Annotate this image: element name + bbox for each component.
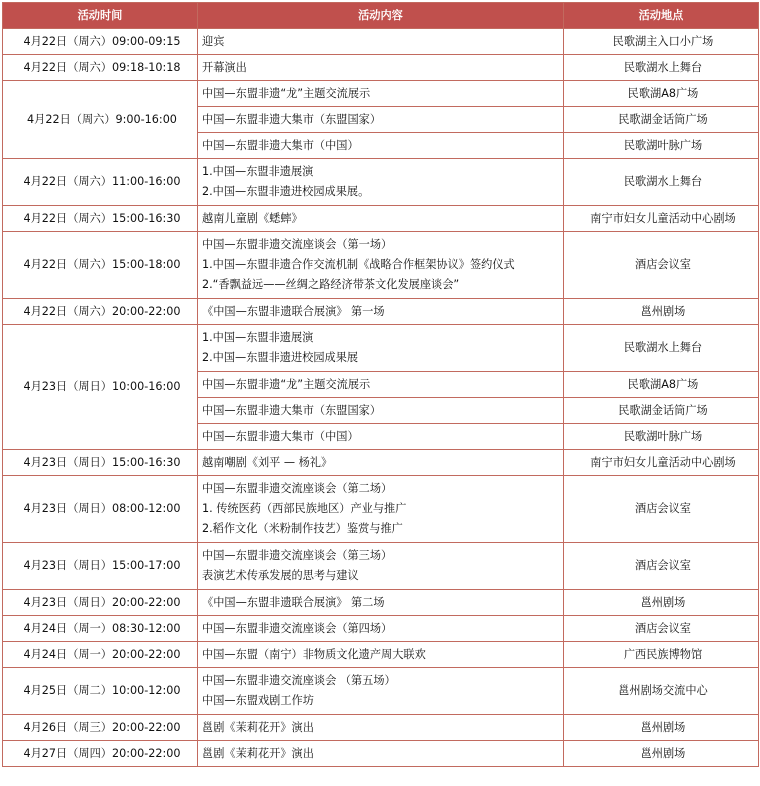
activity-time: 4月23日（周日）08:00-12:00 bbox=[3, 476, 198, 543]
activity-place: 南宁市妇女儿童活动中心剧场 bbox=[564, 450, 759, 476]
activity-time: 4月22日（周六）15:00-18:00 bbox=[3, 232, 198, 299]
table-row bbox=[3, 543, 759, 590]
table-row bbox=[3, 206, 759, 232]
activity-content bbox=[198, 424, 564, 450]
activity-place: 邕州剧场 bbox=[564, 590, 759, 616]
activity-content bbox=[198, 159, 564, 206]
activity-place: 酒店会议室 bbox=[564, 232, 759, 299]
activity-content bbox=[198, 398, 564, 424]
schedule-table bbox=[2, 2, 759, 767]
activity-content-line: 2.中国—东盟非遗进校园成果展 bbox=[202, 351, 359, 364]
activity-content-line: 中国—东盟非遗交流座谈会 （第五场） bbox=[202, 674, 396, 687]
table-row bbox=[3, 590, 759, 616]
activity-content-line: 中国—东盟非遗大集市（中国） bbox=[202, 429, 359, 443]
activity-content-line: 中国—东盟非遗大集市（中国） bbox=[202, 138, 359, 152]
table-row bbox=[3, 476, 759, 543]
table-row bbox=[3, 81, 759, 107]
activity-place: 民歌湖金话筒广场 bbox=[564, 107, 759, 133]
activity-time: 4月22日（周六）11:00-16:00 bbox=[3, 159, 198, 206]
table-header-row bbox=[3, 3, 759, 29]
activity-place: 民歌湖水上舞台 bbox=[564, 55, 759, 81]
activity-content bbox=[198, 206, 564, 232]
activity-content bbox=[198, 668, 564, 715]
activity-content-line: 中国—东盟非遗交流座谈会（第一场） bbox=[202, 238, 393, 251]
activity-content bbox=[198, 232, 564, 299]
activity-time: 4月22日（周六）09:00-09:15 bbox=[3, 29, 198, 55]
activity-content bbox=[198, 372, 564, 398]
activity-place: 邕州剧场 bbox=[564, 715, 759, 741]
table-row bbox=[3, 159, 759, 206]
table-body bbox=[3, 29, 759, 767]
activity-place: 酒店会议室 bbox=[564, 616, 759, 642]
table-row bbox=[3, 232, 759, 299]
activity-content bbox=[198, 325, 564, 372]
activity-content-line: 《中国—东盟非遗联合展演》 第一场 bbox=[202, 304, 385, 318]
table-row bbox=[3, 642, 759, 668]
activity-place: 酒店会议室 bbox=[564, 543, 759, 590]
activity-time: 4月25日（周二）10:00-12:00 bbox=[3, 668, 198, 715]
activity-content bbox=[198, 642, 564, 668]
activity-time: 4月27日（周四）20:00-22:00 bbox=[3, 741, 198, 767]
header-place: 活动地点 bbox=[564, 3, 759, 29]
activity-time: 4月23日（周日）15:00-16:30 bbox=[3, 450, 198, 476]
table-row bbox=[3, 325, 759, 372]
activity-time: 4月22日（周六）15:00-16:30 bbox=[3, 206, 198, 232]
header-content: 活动内容 bbox=[198, 3, 564, 29]
activity-place: 民歌湖叶脉广场 bbox=[564, 133, 759, 159]
activity-content-line: 2.稻作文化（米粉制作技艺）鉴赏与推广 bbox=[202, 522, 403, 535]
activity-content-line: 中国—东盟非遗大集市（东盟国家） bbox=[202, 403, 382, 417]
activity-time: 4月26日（周三）20:00-22:00 bbox=[3, 715, 198, 741]
activity-content bbox=[198, 590, 564, 616]
activity-place: 邕州剧场 bbox=[564, 299, 759, 325]
activity-place: 酒店会议室 bbox=[564, 476, 759, 543]
activity-content-line: 2.“香飘益远——丝绸之路经济带茶文化发展座谈会” bbox=[202, 278, 460, 291]
table-row bbox=[3, 741, 759, 767]
activity-content bbox=[198, 616, 564, 642]
activity-content-line: 中国—东盟（南宁）非物质文化遗产周大联欢 bbox=[202, 647, 426, 661]
activity-place: 民歌湖金话筒广场 bbox=[564, 398, 759, 424]
activity-place: 民歌湖叶脉广场 bbox=[564, 424, 759, 450]
activity-content-line: 越南儿童剧《蟋蟀》 bbox=[202, 211, 303, 225]
activity-time: 4月24日（周一）08:30-12:00 bbox=[3, 616, 198, 642]
activity-place: 民歌湖A8广场 bbox=[564, 372, 759, 398]
table-row bbox=[3, 450, 759, 476]
header-time: 活动时间 bbox=[3, 3, 198, 29]
activity-content bbox=[198, 299, 564, 325]
activity-time: 4月24日（周一）20:00-22:00 bbox=[3, 642, 198, 668]
activity-content-line: 2.中国—东盟非遗进校园成果展。 bbox=[202, 185, 370, 198]
table-row bbox=[3, 299, 759, 325]
activity-content-line: 迎宾 bbox=[202, 34, 225, 48]
activity-time: 4月22日（周六）9:00-16:00 bbox=[3, 81, 198, 159]
activity-content-line: 邕剧《茉莉花开》演出 bbox=[202, 746, 314, 760]
activity-time: 4月23日（周日）20:00-22:00 bbox=[3, 590, 198, 616]
activity-content-line: 越南嘲剧《刘平 — 杨礼》 bbox=[202, 455, 333, 469]
activity-content-line: 中国—东盟非遗“龙”主题交流展示 bbox=[202, 377, 371, 391]
table-row bbox=[3, 715, 759, 741]
activity-content bbox=[198, 81, 564, 107]
activity-content-line: 中国—东盟非遗交流座谈会（第二场） bbox=[202, 482, 393, 495]
activity-content bbox=[198, 29, 564, 55]
activity-content bbox=[198, 133, 564, 159]
activity-content-line: 邕剧《茉莉花开》演出 bbox=[202, 720, 314, 734]
activity-time: 4月23日（周日）15:00-17:00 bbox=[3, 543, 198, 590]
table-row bbox=[3, 616, 759, 642]
activity-content-line: 中国—东盟非遗交流座谈会（第四场） bbox=[202, 621, 393, 635]
activity-content bbox=[198, 715, 564, 741]
activity-content bbox=[198, 107, 564, 133]
activity-place: 民歌湖主入口小广场 bbox=[564, 29, 759, 55]
table-row bbox=[3, 29, 759, 55]
activity-content-line: 1.中国—东盟非遗合作交流机制《战略合作框架协议》签约仪式 bbox=[202, 258, 515, 271]
activity-place: 南宁市妇女儿童活动中心剧场 bbox=[564, 206, 759, 232]
activity-content bbox=[198, 543, 564, 590]
activity-content-line: 开幕演出 bbox=[202, 60, 247, 74]
activity-time: 4月22日（周六）09:18-10:18 bbox=[3, 55, 198, 81]
activity-place: 邕州剧场交流中心 bbox=[564, 668, 759, 715]
activity-place: 民歌湖水上舞台 bbox=[564, 325, 759, 372]
activity-place: 广西民族博物馆 bbox=[564, 642, 759, 668]
activity-content bbox=[198, 450, 564, 476]
activity-content-line: 中国—东盟非遗交流座谈会（第三场） bbox=[202, 549, 393, 562]
activity-content-line: 中国—东盟非遗大集市（东盟国家） bbox=[202, 112, 382, 126]
activity-time: 4月23日（周日）10:00-16:00 bbox=[3, 325, 198, 450]
activity-content-line: 表演艺术传承发展的思考与建议 bbox=[202, 569, 359, 582]
activity-content-line: 1.中国—东盟非遗展演 bbox=[202, 331, 314, 344]
activity-place: 邕州剧场 bbox=[564, 741, 759, 767]
activity-content-line: 1.中国—东盟非遗展演 bbox=[202, 165, 314, 178]
activity-content-line: 中国—东盟非遗“龙”主题交流展示 bbox=[202, 86, 371, 100]
table-row bbox=[3, 668, 759, 715]
activity-content bbox=[198, 476, 564, 543]
activity-content bbox=[198, 55, 564, 81]
activity-content bbox=[198, 741, 564, 767]
table-row bbox=[3, 55, 759, 81]
activity-content-line: 中国—东盟戏剧工作坊 bbox=[202, 694, 314, 707]
activity-content-line: 《中国—东盟非遗联合展演》 第二场 bbox=[202, 595, 385, 609]
activity-place: 民歌湖A8广场 bbox=[564, 81, 759, 107]
activity-place: 民歌湖水上舞台 bbox=[564, 159, 759, 206]
activity-content-line: 1. 传统医药（西部民族地区）产业与推广 bbox=[202, 502, 407, 515]
activity-time: 4月22日（周六）20:00-22:00 bbox=[3, 299, 198, 325]
